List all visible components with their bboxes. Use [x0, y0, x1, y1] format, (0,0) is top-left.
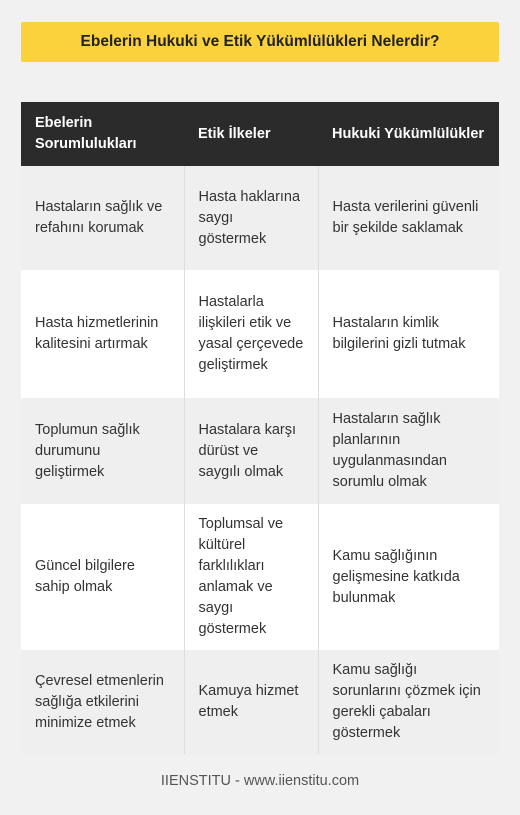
responsibilities-table	[21, 102, 499, 754]
table-cell: Toplumun sağlık durumunu geliştirmek	[21, 398, 184, 504]
table-cell: Hastaların sağlık planlarının uygulanmasından sorumlu olmak	[318, 398, 499, 504]
table-row	[21, 398, 499, 504]
table-row	[21, 166, 499, 270]
table-cell: Hastaların sağlık ve refahını korumak	[21, 166, 184, 270]
table-row	[21, 504, 499, 650]
table-row	[21, 650, 499, 754]
table-cell: Kamu sağlığı sorunlarını çözmek için gerekli çabaları göstermek	[318, 650, 499, 754]
table-row	[21, 270, 499, 398]
table-cell: Çevresel etmenlerin sağlığa etkilerini minimize etmek	[21, 650, 184, 754]
table-cell: Hastalarla ilişkileri etik ve yasal çerçevede geliştirmek	[184, 270, 318, 398]
table-cell: Hasta verilerini güvenli bir şekilde saklamak	[318, 166, 499, 270]
column-header-responsibilities: Ebelerin Sorumlulukları	[21, 102, 184, 166]
table-cell: Hasta hizmetlerinin kalitesini artırmak	[21, 270, 184, 398]
table-cell: Kamu sağlığının gelişmesine katkıda bulunmak	[318, 504, 499, 650]
page-title: Ebelerin Hukuki ve Etik Yükümlülükleri Nelerdir?	[21, 22, 499, 62]
table-header-row	[21, 102, 499, 166]
footer-credit: IIENSTITU - www.iienstitu.com	[160, 773, 360, 789]
table-cell: Hastalara karşı dürüst ve saygılı olmak	[184, 398, 318, 504]
table-cell: Hasta haklarına saygı göstermek	[184, 166, 318, 270]
column-header-legal-obligations: Hukuki Yükümlülükler	[318, 102, 499, 166]
table-cell: Hastaların kimlik bilgilerini gizli tutmak	[318, 270, 499, 398]
table-cell: Güncel bilgilere sahip olmak	[21, 504, 184, 650]
table-cell: Toplumsal ve kültürel farklılıkları anlamak ve saygı göstermek	[184, 504, 318, 650]
table-cell: Kamuya hizmet etmek	[184, 650, 318, 754]
column-header-ethical-principles: Etik İlkeler	[184, 102, 318, 166]
